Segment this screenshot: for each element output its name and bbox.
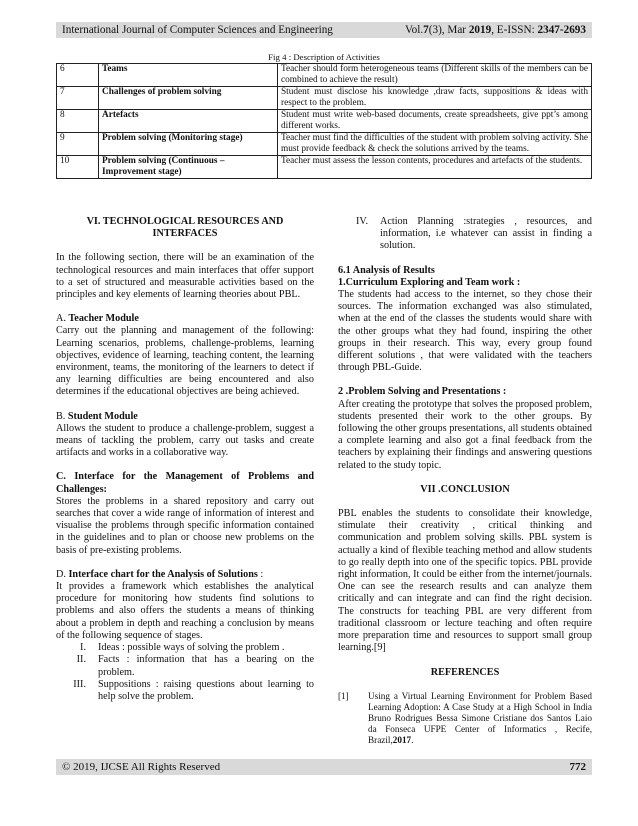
row-number: 8 [57, 110, 99, 133]
reference-item: [1] Using a Virtual Learning Environment for Problem Based Learning Adoption: A Case Study at a High School in India Bruno Rodrigues Bessa Simone Cristiane dos Santos Laio da Fonseca UFPE Center of Informatics , Recife, Brazil,2017. [338, 690, 592, 745]
row-number: 7 [57, 87, 99, 110]
activity-description: Teacher must find the difficulties of the student with problem solving activity. She must provide feedback & check the solutions arrived by the teams. [278, 133, 592, 156]
list-item: I. Ideas : possible ways of solving the problem . [80, 642, 285, 654]
list-item: IV. Action Planning :strategies , resources, and information, i.e whatever can assist in finding a solution. [356, 216, 592, 252]
running-header [56, 22, 592, 38]
paragraph: Carry out the planning and management of the following: Learning scenarios, problems, challenge-problems, learning objectives, evidence of learning, teaching content, the learning environment, teams, the monitoring of the learners to detect if any learning difficulties are being encountered and also determines if the educational objectives are being achieved. [56, 325, 314, 398]
row-number: 10 [57, 156, 99, 179]
paragraph: It provides a framework which establishes the analytical procedure for monitoring how students find solutions to problems and also offers the students a means of thinking about a problem in depth and reaching a conclusion by means of the following sequence of stages. [56, 581, 314, 641]
list-item: III. Suppositions : raising questions about learning to help solve the problem. [73, 678, 314, 702]
conclusion-title: VII .CONCLUSION [420, 483, 510, 495]
activity-description: Teacher should form heterogeneous teams (Different skills of the members can be combined to achieve the result) [278, 64, 592, 87]
activity-name: Challenges of problem solving [99, 87, 278, 110]
paragraph: After creating the prototype that solves the proposed problem, students presented their work to the other groups. By following the other groups presentations, all students obtained a complete learning and also got a final feedback from the teachers by explaining their findings and answering questions related to the study topic. [338, 398, 592, 471]
subsection-heading: 6.1 Analysis of Results [338, 264, 435, 276]
right-column [338, 216, 592, 746]
activity-description: Student must disclose his knowledge ,draw facts, suppositions & ideas with respect to the problem. [278, 87, 592, 110]
row-number: 6 [57, 64, 99, 87]
left-column [56, 216, 314, 703]
figure-caption: Fig 4 : Description of Activities [268, 52, 380, 62]
subsection-heading: D. Interface chart for the Analysis of Solutions : [56, 568, 264, 580]
conclusion-text: PBL enables the students to consolidate their knowledge, stimulate their creativity , critical thinking and communication and problem solving skills. PBL system is actually a kind of flexible teaching method and allow students to go really depth into one of the specific topics. PBL provide right information, It could be either from the internet/journals. One can see the research results and can analyze them critically and can integrate and can find the right decision. The constructs for teaching PBL are very different from traditional classroom or lecture teaching and often require more preparation time and resources to support small group learning.[9] [338, 508, 592, 654]
activity-description: Teacher must assess the lesson contents, procedures and artefacts of the students. [278, 156, 592, 179]
volume-info: Vol.7(3), Mar 2019, E-ISSN: 2347-2693 [405, 24, 586, 36]
table-row [57, 133, 592, 156]
copyright: © 2019, IJCSE All Rights Reserved [62, 761, 221, 773]
row-number: 9 [57, 133, 99, 156]
section-intro: In the following section, there will be an examination of the technological resources and main interfaces that offer support to a set of structured and measurable activities based on the principles and key elements of learning theories about PBL. [56, 252, 314, 301]
activity-name: Artefacts [99, 110, 278, 133]
references-title: REFERENCES [430, 666, 500, 678]
section-title: VI. TECHNOLOGICAL RESOURCES AND INTERFACES [86, 216, 284, 240]
subsection-heading: 2 .Problem Solving and Presentations : [338, 386, 507, 398]
activity-name: Teams [99, 64, 278, 87]
activities-table [56, 63, 592, 179]
running-footer [56, 759, 592, 775]
paragraph: Stores the problems in a shared repository and carry out searches that cover a wide range of information of interest and visualise the problems through specific information contained in the guidelines and to plan or choose new problems on the basis of pre-existing problems. [56, 495, 314, 556]
subsection-heading: 1.Curriculum Exploring and Team work : [338, 276, 521, 288]
activity-name: Problem solving (Monitoring stage) [99, 133, 278, 156]
activity-name: Problem solving (Continuous – Improvement stage) [99, 156, 278, 179]
table-row [57, 110, 592, 133]
paragraph: The students had access to the internet, so they chose their sources. The information exchanged was also stimulated, when at the end of the classes the students would share with the other groups what they had found, inspiring the other groups in their research. This way, every group found different solutions , that were validated with the teachers through PBL-Guide. [338, 289, 592, 374]
subsection-heading: B. Student Module [56, 410, 138, 422]
table-row [57, 87, 592, 110]
journal-name: International Journal of Computer Sciences and Engineering [62, 24, 333, 36]
table-row [57, 64, 592, 87]
table-row [57, 156, 592, 179]
paragraph: Allows the student to produce a challenge-problem, suggest a means of tackling the problem, carry out tasks and create artifacts and works in a collaborative way. [56, 422, 314, 459]
page-number: 772 [569, 761, 586, 773]
activity-description: Student must write web-based documents, create spreadsheets, give ppt’s among different works. [278, 110, 592, 133]
subsection-heading: C. Interface for the Management of Problems and Challenges: [56, 471, 314, 495]
subsection-heading: A. Teacher Module [56, 313, 139, 325]
list-item: II. Facts : information that has a bearing on the problem. [76, 654, 314, 678]
